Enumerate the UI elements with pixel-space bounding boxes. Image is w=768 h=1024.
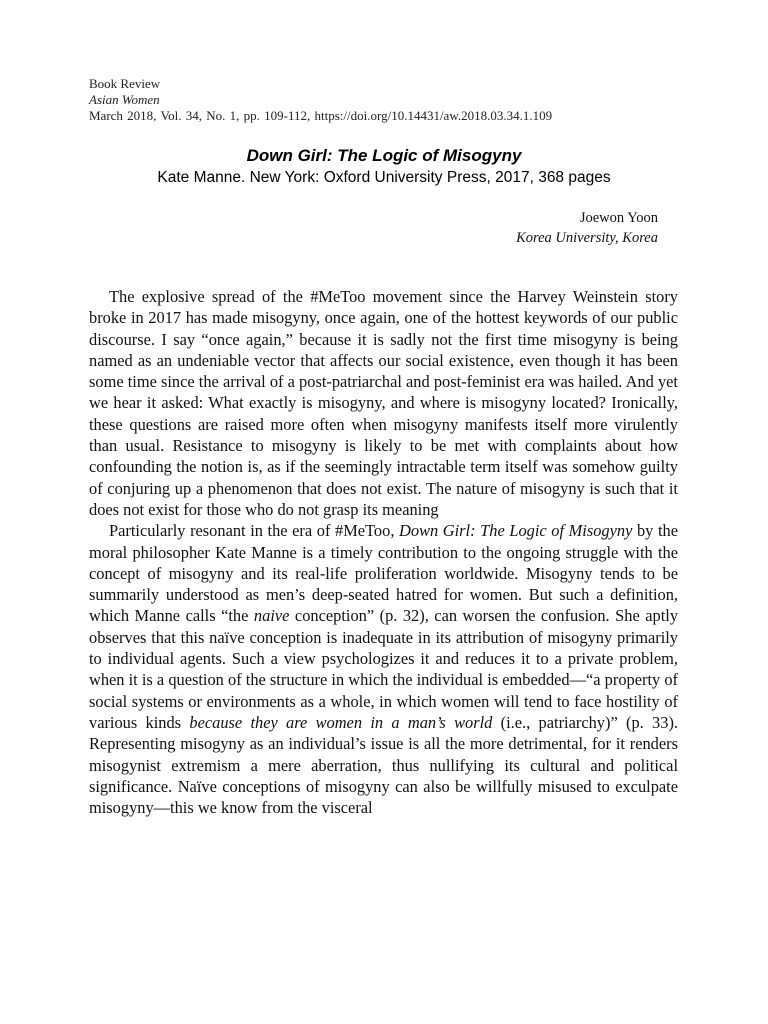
p2-emphasis: because they are women in a man’s world: [189, 712, 493, 732]
journal-name: Asian Women: [89, 92, 160, 107]
p2-naive: naive: [253, 606, 290, 626]
book-details: Kate Manne. New York: Oxford University Press, 2017, 368 pages: [157, 169, 611, 186]
reviewer-affiliation: Korea University, Korea: [516, 230, 658, 246]
article-meta: [89, 76, 552, 124]
reviewer-name: Joewon Yoon: [579, 210, 658, 226]
review-body: [89, 286, 678, 818]
p2-text-4: (i.e., patriarchy)” (p. 33). Representing misogyny as an individual’s issue is all the more detrimental, for it renders misogynist extremism a mere aberration, thus nullifying its cultural and political significance. Naïve conceptions of misogyny can also be willfully misused to exculpate misogyny—this we know from the visceral: [89, 712, 679, 818]
section-label: Book Review: [89, 76, 161, 91]
p2-book-title: Down Girl: The Logic of Misogyny: [399, 521, 633, 541]
book-title: Down Girl: The Logic of Misogyny: [246, 146, 522, 165]
p2-text-3: conception” (p. 32), can worsen the confusion. She aptly observes that this naïve conception is inadequate in its attribution of misogyny primarily to individual agents. Such a view psychologizes it and reduces it to a private problem, when it is a question of the structure in which the individual is embedded—“a property of social systems or environments as a whole, in which women will tend to face hostility of various kinds: [89, 606, 679, 732]
citation-line[interactable]: March 2018, Vol. 34, No. 1, pp. 109-112, https://doi.org/10.14431/aw.2018.03.34.1.109: [89, 108, 553, 123]
p2-text-2: by the moral philosopher Kate Manne is a timely contribution to the ongoing struggle with the concept of misogyny and its real-life proliferation worldwide. Misogyny tends to be summarily understood as men’s deep-seated hatred for women. But such a definition, which Manne calls “the: [89, 521, 678, 626]
paragraph-1: The explosive spread of the #MeToo movement since the Harvey Weinstein story broke in 2017 has made misogyny, once again, one of the hottest keywords of our public discourse. I say “once again,” because it is sadly not the first time misogyny is being named as an undeniable vector that affects our social existence, even though it has been some time since the arrival of a post-patriarchal and post-feminist era was hailed. And yet we hear it asked: What exactly is misogyny, and where is misogyny located? Ironically, these questions are raised more often when misogyny manifests itself more virulently than usual. Resistance to misogyny is likely to be met with complaints about how confounding the notion is, as if the seemingly intractable term itself was somehow guilty of conjuring up a phenomenon that does not exist. The nature of misogyny is such that it does not exist for those who do not grasp its meaning: [89, 287, 678, 519]
paragraph-2: [89, 520, 678, 818]
p2-text-1: Particularly resonant in the era of #MeToo,: [109, 521, 400, 541]
reviewer-block: [516, 208, 658, 248]
